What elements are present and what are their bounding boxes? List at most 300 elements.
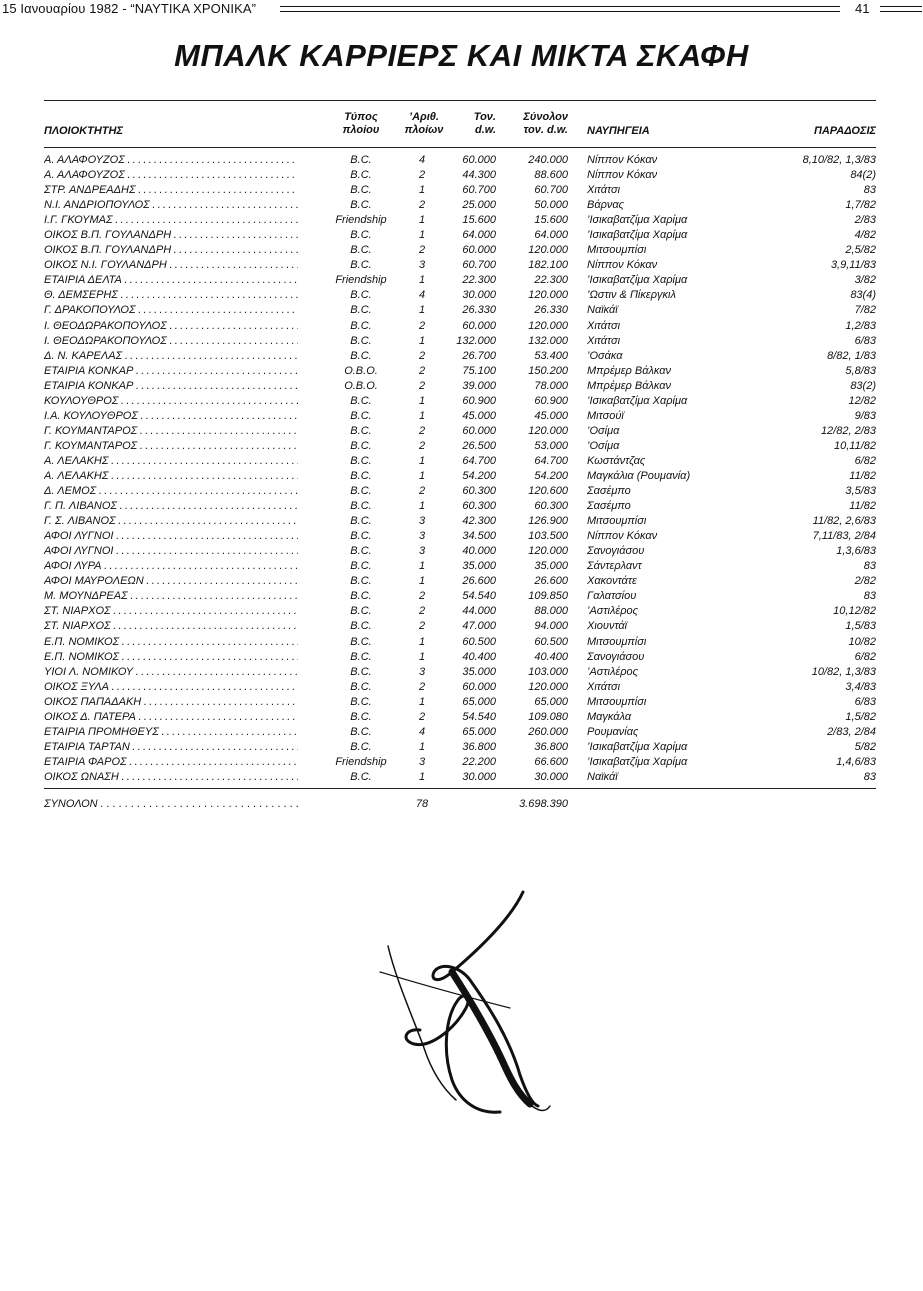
owner-cell: Γ. ΚΟΥΜΑΝΤΑΡΟΣ . . . [44,439,298,454]
ship-type-cell: B.C. [350,530,372,543]
col-tonnage-header: Τον. d.w. [473,111,496,136]
total-tonnage-cell: 60.700 [534,184,568,197]
tonnage-cell: 30.000 [462,770,496,783]
owner-cell: ΥΙΟΙ Λ. ΝΟΜΙΚΟΥ . . . [44,665,298,680]
total-tonnage-cell: 26.330 [534,304,568,317]
owner-cell: ΣΤ. ΝΙΑΡΧΟΣ . . . [44,619,298,634]
ship-count-cell: 2 [418,244,426,257]
flourish-stroke-tail [532,1106,550,1111]
ship-count-cell: 1 [418,770,426,783]
delivery-cell: 1,7/82 [845,199,876,212]
shipyard-cell: Βάρνας [587,199,625,212]
delivery-cell: 6/83 [854,695,876,708]
ship-count-cell: 2 [418,680,426,693]
ship-type-cell: B.C. [350,560,372,573]
ship-type-cell: B.C. [350,439,372,452]
table-row [0,559,923,574]
shipyard-cell: ’Ισικαβατζίμα Χαρίμα [587,214,688,227]
table-row [0,619,923,634]
delivery-cell: 4/82 [854,229,876,242]
shipyard-cell: Μιτσουμπίσι [587,515,647,528]
shipyard-cell: Ναϊκάϊ [587,770,618,783]
delivery-cell: 11/82 [849,500,876,513]
total-tonnage-cell: 40.400 [534,650,568,663]
table-row [0,454,923,469]
delivery-cell: 6/82 [854,454,876,467]
table-row [0,213,923,228]
owner-cell: Γ. ΔΡΑΚΟΠΟΥΛΟΣ . . . [44,303,298,318]
ship-count-cell: 1 [418,650,426,663]
shipyard-cell: Ναϊκάϊ [587,304,618,317]
ship-count-cell: 4 [418,725,426,738]
ship-count-cell: 2 [418,485,426,498]
tonnage-cell: 60.300 [462,485,496,498]
delivery-cell: 1,2/83 [845,319,876,332]
table-row [0,439,923,454]
owner-cell: ΣΤ. ΝΙΑΡΧΟΣ . . . [44,604,298,619]
total-tonnage-cell: 66.600 [534,755,568,768]
ship-type-cell: B.C. [350,304,372,317]
table-row [0,258,923,273]
shipyard-cell: Μαγκάλια (Ρουμανία) [587,469,691,482]
delivery-cell: 7/82 [854,304,876,317]
tonnage-cell: 35.000 [462,665,496,678]
ship-count-cell: 1 [418,500,426,513]
tonnage-cell: 60.000 [462,319,496,332]
total-tonnage-cell: 64.000 [534,229,568,242]
tonnage-cell: 60.900 [462,394,496,407]
ship-count-cell: 2 [418,349,426,362]
ship-count-cell: 2 [418,620,426,633]
col-shipyard-header: ΝΑΥΠΗΓΕΙΑ [587,125,650,137]
table-row [0,349,923,364]
owner-cell: Α. ΛΕΛΑΚΗΣ . . . [44,454,298,469]
delivery-cell: 83 [863,590,876,603]
ship-count-cell: 3 [418,259,426,272]
delivery-cell: 83 [863,560,876,573]
table-row [0,589,923,604]
total-tonnage-cell: 22.300 [534,274,568,287]
ship-count-cell: 2 [418,590,426,603]
delivery-cell: 8,10/82, 1,3/83 [802,154,876,166]
table-row [0,303,923,318]
total-tonnage-cell: 50.000 [534,199,568,212]
total-row [0,797,923,813]
owner-cell: ΕΤΑΙΡΙΑ ΤΑΡΤΑΝ . . . [44,740,298,755]
tonnage-cell: 44.000 [462,605,496,618]
owner-cell: ΟΙΚΟΣ ΩΝΑΣΗ . . . [44,770,298,785]
total-tonnage-cell: 103.500 [528,530,568,543]
table-row [0,740,923,755]
shipyard-cell: Σάντερλαντ [587,560,642,573]
ship-count-cell: 2 [418,710,426,723]
total-tonnage-cell: 26.600 [534,575,568,588]
delivery-cell: 9/83 [854,409,876,422]
tonnage-cell: 75.100 [462,364,496,377]
delivery-cell: 8/82, 1/83 [827,349,876,362]
ship-count-cell: 2 [418,169,426,182]
ship-count-cell: 1 [418,560,426,573]
ship-count-cell: 4 [418,154,426,166]
total-tonnage-cell: 36.800 [534,740,568,753]
table-row [0,273,923,288]
shipyard-cell: ’Ωστιν & Πίκεργκιλ [587,289,676,302]
owner-cell: Ε.Π. ΝΟΜΙΚΟΣ . . . [44,650,298,665]
total-tonnage: 3.698.390 [519,798,568,810]
tonnage-cell: 15.600 [462,214,496,227]
owner-cell: Δ. ΛΕΜΟΣ . . . [44,484,298,499]
table-top-rule [44,100,876,101]
ship-count-cell: 1 [418,394,426,407]
ship-type-cell: B.C. [350,740,372,753]
delivery-cell: 2,5/82 [845,244,876,257]
ship-type-cell: B.C. [350,665,372,678]
tonnage-cell: 54.200 [462,469,496,482]
owner-cell: Γ. Π. ΛΙΒΑΝΟΣ . . . [44,499,298,514]
owner-cell: ΕΤΑΙΡΙΑ ΠΡΟΜΗΘΕΥΣ . . . [44,725,298,740]
tonnage-cell: 47.000 [462,620,496,633]
shipyard-cell: Μαγκάλα [587,710,632,723]
page-number: 41 [855,1,870,16]
ship-type-cell: B.C. [350,515,372,528]
owner-cell: ΟΙΚΟΣ Β.Π. ΓΟΥΛΑΝΔΡΗ . . . [44,243,298,258]
shipyard-cell: Κωστάντζας [587,454,646,467]
table-row [0,243,923,258]
shipyard-cell: Γαλατσίου [587,590,637,603]
total-tonnage-cell: 260.000 [528,725,568,738]
shipyard-cell: ’Ισικαβατζίμα Χαρίμα [587,755,688,768]
ship-count-cell: 1 [418,469,426,482]
delivery-cell: 83(4) [850,289,876,302]
shipyard-cell: Σανογιάσου [587,650,645,663]
ship-type-cell: O.B.O. [344,379,378,392]
tonnage-cell: 26.500 [462,439,496,452]
tonnage-cell: 22.300 [462,274,496,287]
tonnage-cell: 45.000 [462,409,496,422]
owner-cell: Θ. ΔΕΜΣΕΡΗΣ . . . [44,288,298,303]
col-owner-header: ΠΛΟΙΟΚΤΗΤΗΣ [44,125,123,137]
delivery-cell: 83(2) [850,379,876,392]
header-double-rule [280,6,840,12]
ship-count-cell: 1 [418,740,426,753]
shipyard-cell: ’Οσίμα [587,424,620,437]
owner-cell: Ν.Ι. ΑΝΔΡΙΟΠΟΥΛΟΣ . . . [44,198,298,213]
ship-type-cell: B.C. [350,485,372,498]
ship-type-cell: B.C. [350,184,372,197]
col-count-header: ’Αριθ. πλοίων [404,111,444,136]
owner-cell: Ε.Π. ΝΟΜΙΚΟΣ . . . [44,635,298,650]
owner-cell: Ι. ΘΕΟΔΩΡΑΚΟΠΟΥΛΟΣ . . . [44,334,298,349]
shipyard-cell: Χιτάτσι [587,319,621,332]
shipyard-cell: ’Ισικαβατζίμα Χαρίμα [587,394,688,407]
ship-type-cell: B.C. [350,695,372,708]
table-row [0,680,923,695]
ship-count-cell: 1 [418,274,426,287]
ship-count-cell: 2 [418,364,426,377]
owner-cell: ΕΤΑΙΡΙΑ ΚΟΝΚΑΡ . . . [44,379,298,394]
tonnage-cell: 26.330 [462,304,496,317]
table-row [0,379,923,394]
tonnage-cell: 64.700 [462,454,496,467]
ship-count-cell: 2 [418,439,426,452]
ship-type-cell: B.C. [350,169,372,182]
flourish-stroke-loop [406,996,500,1112]
total-tonnage-cell: 132.000 [528,334,568,347]
total-tonnage-cell: 88.000 [534,605,568,618]
ship-count-cell: 2 [418,424,426,437]
total-tonnage-cell: 15.600 [534,214,568,227]
ship-count-cell: 1 [418,184,426,197]
total-tonnage-cell: 103.000 [528,665,568,678]
owner-cell: ΕΤΑΙΡΙΑ ΚΟΝΚΑΡ . . . [44,364,298,379]
tonnage-cell: 26.700 [462,349,496,362]
tonnage-cell: 44.300 [462,169,496,182]
table-row [0,409,923,424]
ship-type-cell: B.C. [350,394,372,407]
total-tonnage-cell: 126.900 [528,515,568,528]
flourish-stroke-left [388,946,456,1100]
table-row [0,319,923,334]
total-tonnage-cell: 78.000 [534,379,568,392]
ship-count-cell: 2 [418,319,426,332]
table-row [0,665,923,680]
table-row [0,695,923,710]
shipyard-cell: Νίππον Κόκαν [587,169,658,182]
ship-type-cell: B.C. [350,725,372,738]
tonnage-cell: 60.500 [462,635,496,648]
total-tonnage-cell: 240.000 [528,154,568,166]
total-tonnage-cell: 94.000 [534,620,568,633]
shipyard-cell: Μπρέμερ Βάλκαν [587,379,672,392]
col-delivery-header: ΠΑΡΑΔΟΣΙΣ [813,125,876,137]
tonnage-cell: 132.000 [456,334,496,347]
delivery-cell: 1,4,6/83 [836,755,876,768]
total-tonnage-cell: 120.000 [528,680,568,693]
owner-cell: Γ. ΚΟΥΜΑΝΤΑΡΟΣ . . . [44,424,298,439]
ship-count-cell: 1 [418,409,426,422]
table-row [0,710,923,725]
tonnage-cell: 54.540 [462,590,496,603]
delivery-cell: 12/82 [848,394,876,407]
delivery-cell: 6/82 [854,650,876,663]
owner-cell: Γ. Σ. ΛΙΒΑΝΟΣ . . . [44,514,298,529]
total-tonnage-cell: 30.000 [534,770,568,783]
delivery-cell: 11/82, 2,6/83 [812,515,876,528]
shipyard-cell: Νίππον Κόκαν [587,154,658,166]
owner-cell: ΑΦΟΙ ΛΥΡΑ . . . [44,559,298,574]
delivery-cell: 1,5/82 [845,710,876,723]
delivery-cell: 12/82, 2/83 [820,424,876,437]
shipyard-cell: Χιουντάϊ [587,620,628,633]
delivery-cell: 10,11/82 [833,439,876,452]
table-row [0,183,923,198]
total-tonnage-cell: 109.080 [528,710,568,723]
total-tonnage-cell: 54.200 [534,469,568,482]
ship-type-cell: B.C. [350,469,372,482]
ship-type-cell: B.C. [350,620,372,633]
table-row [0,424,923,439]
ship-type-cell: B.C. [350,545,372,558]
table-row [0,198,923,213]
ship-type-cell: B.C. [350,244,372,257]
shipyard-cell: Σασέμπο [587,500,631,513]
total-ship-count: 78 [415,798,429,810]
shipyard-cell: ’Οσάκα [587,349,623,362]
tonnage-cell: 42.300 [462,515,496,528]
tonnage-cell: 64.000 [462,229,496,242]
flourish-stroke-thick [452,972,530,1104]
tonnage-cell: 22.200 [462,755,496,768]
table-row [0,514,923,529]
delivery-cell: 1,3,6/83 [836,545,876,558]
shipyard-cell: Χιτάτσι [587,334,621,347]
owner-cell: ΑΦΟΙ ΛΥΓΝΟΙ . . . [44,544,298,559]
total-tonnage-cell: 45.000 [534,409,568,422]
tonnage-cell: 30.000 [462,289,496,302]
total-tonnage-cell: 35.000 [534,560,568,573]
table-row [0,228,923,243]
owner-cell: ΟΙΚΟΣ Ν.Ι. ΓΟΥΛΑΝΔΡΗ . . . [44,258,298,273]
tonnage-cell: 35.000 [462,560,496,573]
tonnage-cell: 40.400 [462,650,496,663]
shipyard-cell: Νίππον Κόκαν [587,530,658,543]
total-tonnage-cell: 120.000 [528,244,568,257]
owner-cell: ΟΙΚΟΣ ΠΑΠΑΔΑΚΗ . . . [44,695,298,710]
shipyard-cell: Μιτσουμπίσι [587,244,647,257]
ship-type-cell: B.C. [350,289,372,302]
tonnage-cell: 60.700 [462,184,496,197]
delivery-cell: 2/83, 2/84 [827,725,876,738]
shipyard-cell: Σασέμπο [587,485,631,498]
shipyard-cell: Χακοντάτε [587,575,637,588]
shipyard-cell: Μιτσουμπίσι [587,635,647,648]
table-row [0,604,923,619]
shipyard-cell: Μιτσούϊ [587,409,624,422]
ship-type-cell: Friendship [335,214,387,227]
col-total-header: Σύνολον τον. d.w. [523,111,568,136]
shipyard-cell: Σανογιάσου [587,545,645,558]
shipyard-cell: ’Ισικαβατζίμα Χαρίμα [587,229,688,242]
total-tonnage-cell: 60.500 [534,635,568,648]
ship-type-cell: B.C. [350,635,372,648]
owner-cell: Α. ΛΕΛΑΚΗΣ . . . [44,469,298,484]
owner-cell: Ι.Α. ΚΟΥΛΟΥΘΡΟΣ . . . [44,409,298,424]
ship-count-cell: 1 [418,635,426,648]
ship-count-cell: 1 [418,575,426,588]
ship-count-cell: 4 [418,289,426,302]
total-tonnage-cell: 120.000 [528,319,568,332]
col-type-header: Τύπος πλοίου [342,111,380,136]
total-tonnage-cell: 120.000 [528,424,568,437]
owner-cell: Α. ΑΛΑΦΟΥΖΟΣ . . . [44,153,298,168]
table-row [0,544,923,559]
ship-type-cell: B.C. [350,454,372,467]
delivery-cell: 6/83 [854,334,876,347]
delivery-cell: 5,8/83 [845,364,876,377]
tonnage-cell: 60.700 [462,259,496,272]
shipyard-cell: Νίππον Κόκαν [587,259,658,272]
ship-type-cell: B.C. [350,199,372,212]
tonnage-cell: 26.600 [462,575,496,588]
ship-type-cell: B.C. [350,500,372,513]
delivery-cell: 10/82 [848,635,876,648]
total-tonnage-cell: 150.200 [528,364,568,377]
total-tonnage-cell: 64.700 [534,454,568,467]
total-tonnage-cell: 53.400 [534,349,568,362]
ship-type-cell: B.C. [350,334,372,347]
owner-cell: Ι.Γ. ΓΚΟΥΜΑΣ . . . [44,213,298,228]
table-row [0,755,923,770]
tonnage-cell: 65.000 [462,695,496,708]
ship-type-cell: Friendship [335,274,387,287]
ship-type-cell: B.C. [350,680,372,693]
ship-count-cell: 3 [418,545,426,558]
table-row [0,529,923,544]
ship-type-cell: B.C. [350,259,372,272]
table-row [0,364,923,379]
shipyard-cell: Χιτάτσι [587,680,621,693]
shipyard-cell: Χιτάτσι [587,184,621,197]
table-row [0,394,923,409]
tonnage-cell: 54.540 [462,710,496,723]
tonnage-cell: 60.300 [462,500,496,513]
total-tonnage-cell: 65.000 [534,695,568,708]
owner-cell: ΟΙΚΟΣ Β.Π. ΓΟΥΛΑΝΔΡΗ . . . [44,228,298,243]
table-row [0,288,923,303]
table-row [0,153,923,168]
ship-type-cell: B.C. [350,650,372,663]
delivery-cell: 84(2) [850,169,876,182]
delivery-cell: 5/82 [854,740,876,753]
article-title: ΜΠΑΛΚ ΚΑΡΡΙΕΡΣ ΚΑΙ ΜΙΚΤΑ ΣΚΑΦΗ [174,38,749,73]
ship-count-cell: 2 [418,199,426,212]
delivery-cell: 3,9,11/83 [830,259,876,272]
header-double-rule-end [880,6,922,12]
total-tonnage-cell: 120.600 [528,485,568,498]
ship-type-cell: B.C. [350,575,372,588]
total-tonnage-cell: 88.600 [534,169,568,182]
ship-count-cell: 2 [418,379,426,392]
shipyard-cell: ’Οσίμα [587,439,620,452]
table-row [0,574,923,589]
owner-cell: ΕΤΑΙΡΙΑ ΔΕΛΤΑ . . . [44,273,298,288]
delivery-cell: 2/83 [854,214,876,227]
delivery-cell: 83 [863,184,876,197]
total-tonnage-cell: 109.850 [528,590,568,603]
ship-type-cell: O.B.O. [344,364,378,377]
total-tonnage-cell: 182.100 [528,259,568,272]
shipyard-cell: ’Αστιλέρος [587,665,638,678]
delivery-cell: 10/82, 1,3/83 [811,665,876,678]
total-tonnage-cell: 53.000 [534,439,568,452]
tonnage-cell: 60.000 [462,154,496,166]
ship-count-cell: 1 [418,229,426,242]
ship-type-cell: B.C. [350,319,372,332]
total-tonnage-cell: 120.000 [528,545,568,558]
ship-count-cell: 1 [418,695,426,708]
ship-count-cell: 1 [418,334,426,347]
owner-cell: ΕΤΑΙΡΙΑ ΦΑΡΟΣ . . . [44,755,298,770]
delivery-cell: 2/82 [854,575,876,588]
total-tonnage-cell: 120.000 [528,289,568,302]
ship-count-cell: 1 [418,214,426,227]
owner-cell: ΚΟΥΛΟΥΘΡΟΣ . . . [44,394,298,409]
running-header [0,0,923,18]
ship-count-cell: 1 [418,454,426,467]
delivery-cell: 11/82 [849,469,876,482]
owner-cell: ΟΙΚΟΣ ΞΥΛΑ . . . [44,680,298,695]
delivery-cell: 7,11/83, 2/84 [812,530,876,543]
